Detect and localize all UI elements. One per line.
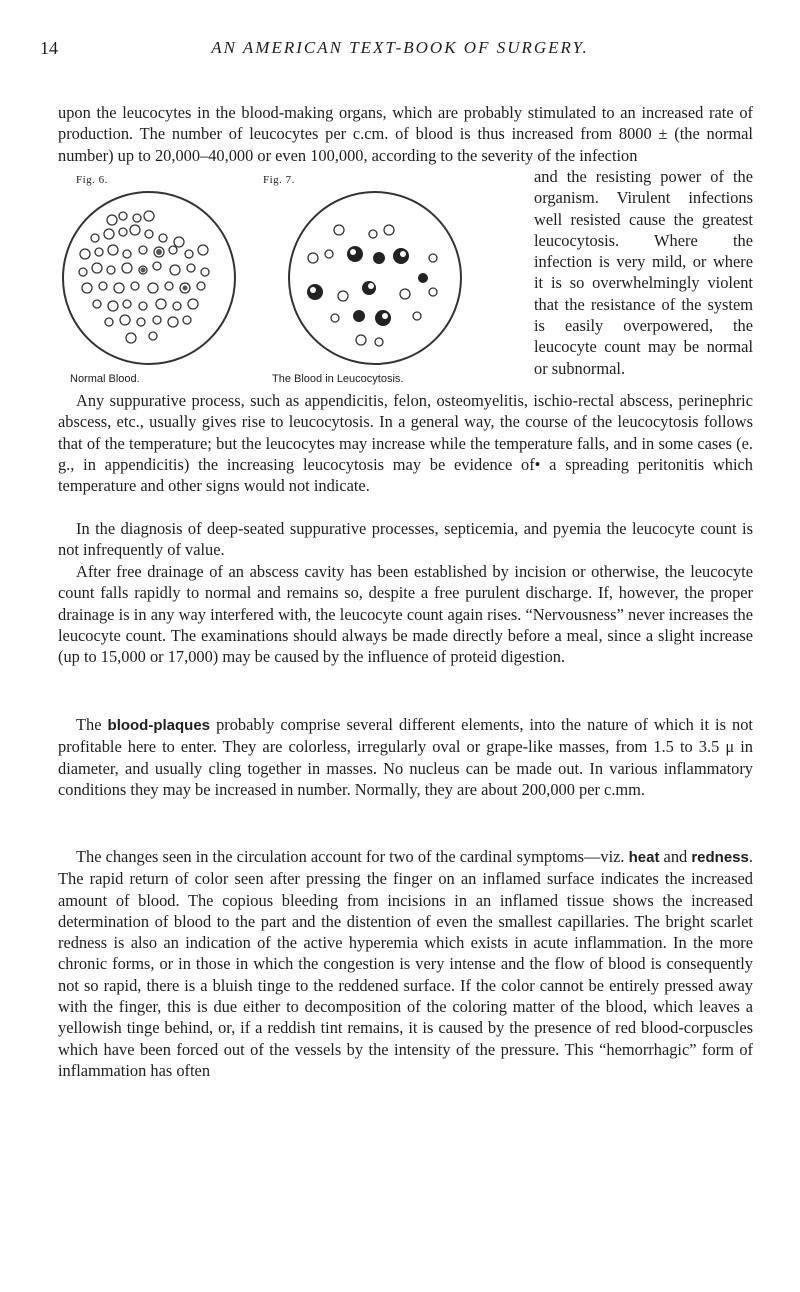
paragraph-4: After free drainage of an abscess cavity has been established by incision or otherwise, the leucocyte count falls rapidly to normal and remains so, despite a free purulent discharge. If, however, the proper drainage is in any way interfered with, the leucocyte count again rises. “Nervousness” never increases the leucocyte count. The examinations should always be made directly before a meal, since a slight increase (up to 15,000 or 17,000) may be caused by the influence of proteid digestion. — [58, 562, 753, 667]
fig7-label: Fig. 7. — [263, 174, 295, 186]
term-blood-plaques: blood-plaques — [107, 717, 211, 734]
fig7-leucocytosis-illustration — [283, 188, 467, 368]
p6-mid: and — [659, 847, 692, 866]
term-redness: redness — [691, 849, 749, 866]
fig7-caption: The Blood in Leucocytosis. — [272, 373, 404, 385]
paragraph-3: In the diagnosis of deep-seated suppurative processes, septicemia, and pyemia the leucocyte count is not infrequently of value. — [58, 519, 753, 560]
page-number: 14 — [40, 38, 58, 58]
fig6-normal-blood-illustration — [57, 188, 241, 368]
p5-post: probably comprise several different elements, into the nature of which it is not profitable here to enter. They are colorless, irregularly oval or grape-like masses, from 1.5 to 3.5 μ in diameter, and usually cling together in masses. No nucleus can be made out. In various inflammatory conditions they may be increased in number. Normally, they are about 200,000 per c.mm. — [58, 715, 753, 799]
paragraph-5 — [58, 714, 753, 800]
p5-pre: The — [76, 715, 108, 734]
fig6-caption: Normal Blood. — [70, 373, 140, 385]
fig6-label: Fig. 6. — [76, 174, 108, 186]
paragraph-2: Any suppurative process, such as appendicitis, felon, osteomyelitis, ischio-rectal abscess, perinephric abscess, etc., usually gives rise to leucocytosis. In a general way, the course of the leucocytosis follows that of the temperature; but the leucocytes may increase while the temperature falls, and in some cases (e. g., in appendicitis) the increasing leucocytosis may be evidence of• a spreading peritonitis which temperature and other signs would not indicate. — [58, 391, 753, 496]
paragraph-1: upon the leucocytes in the blood-making organs, which are probably stimulated to an increased rate of production. The number of leucocytes per c.cm. of blood is thus increased from 8000 ± (the normal number) up to 20,000–40,000 or even 100,000, according to the severity of the infection — [58, 103, 753, 165]
running-title: AN AMERICAN TEXT-BOOK OF SURGERY. — [211, 38, 589, 57]
page-header — [40, 38, 760, 62]
paragraph-1-continued: and the resisting power of the organism. Virulent infections well resisted cause the greatest leucocytosis. Where the infection is very mild, or where it is so overwhelmingly violent that the resistance of the system is easily overpowered, the leucocyte count may be normal or subnormal. — [534, 167, 753, 378]
p6-post: . The rapid return of color seen after pressing the finger on an inflamed surface indicates the increased amount of blood. The copious bleeding from incisions in an inflamed tissue shows the increased determination of blood to the part and the distention of even the smallest capillaries. The bright scarlet redness is also an indication of the active hyperemia which exists in acute inflammation. In the more chronic forms, or in those in which the congestion is very intense and the flow of blood is consequently not so rapid, there is a bluish tinge to the reddened surface. If the color cannot be entirely pressed away with the finger, this is due either to decomposition of the coloring matter of the blood, which leaves a yellowish tinge behind, or, if a reddish tint remains, it is caused by the presence of red blood-corpuscles which have been forced out of the vessels by the intensity of the pressure. This “hemorrhagic” form of inflammation has often — [58, 847, 753, 1080]
p6-pre: The changes seen in the circulation account for two of the cardinal symptoms—viz. — [76, 847, 629, 866]
term-heat: heat — [628, 849, 660, 866]
paragraph-6 — [58, 846, 753, 1081]
